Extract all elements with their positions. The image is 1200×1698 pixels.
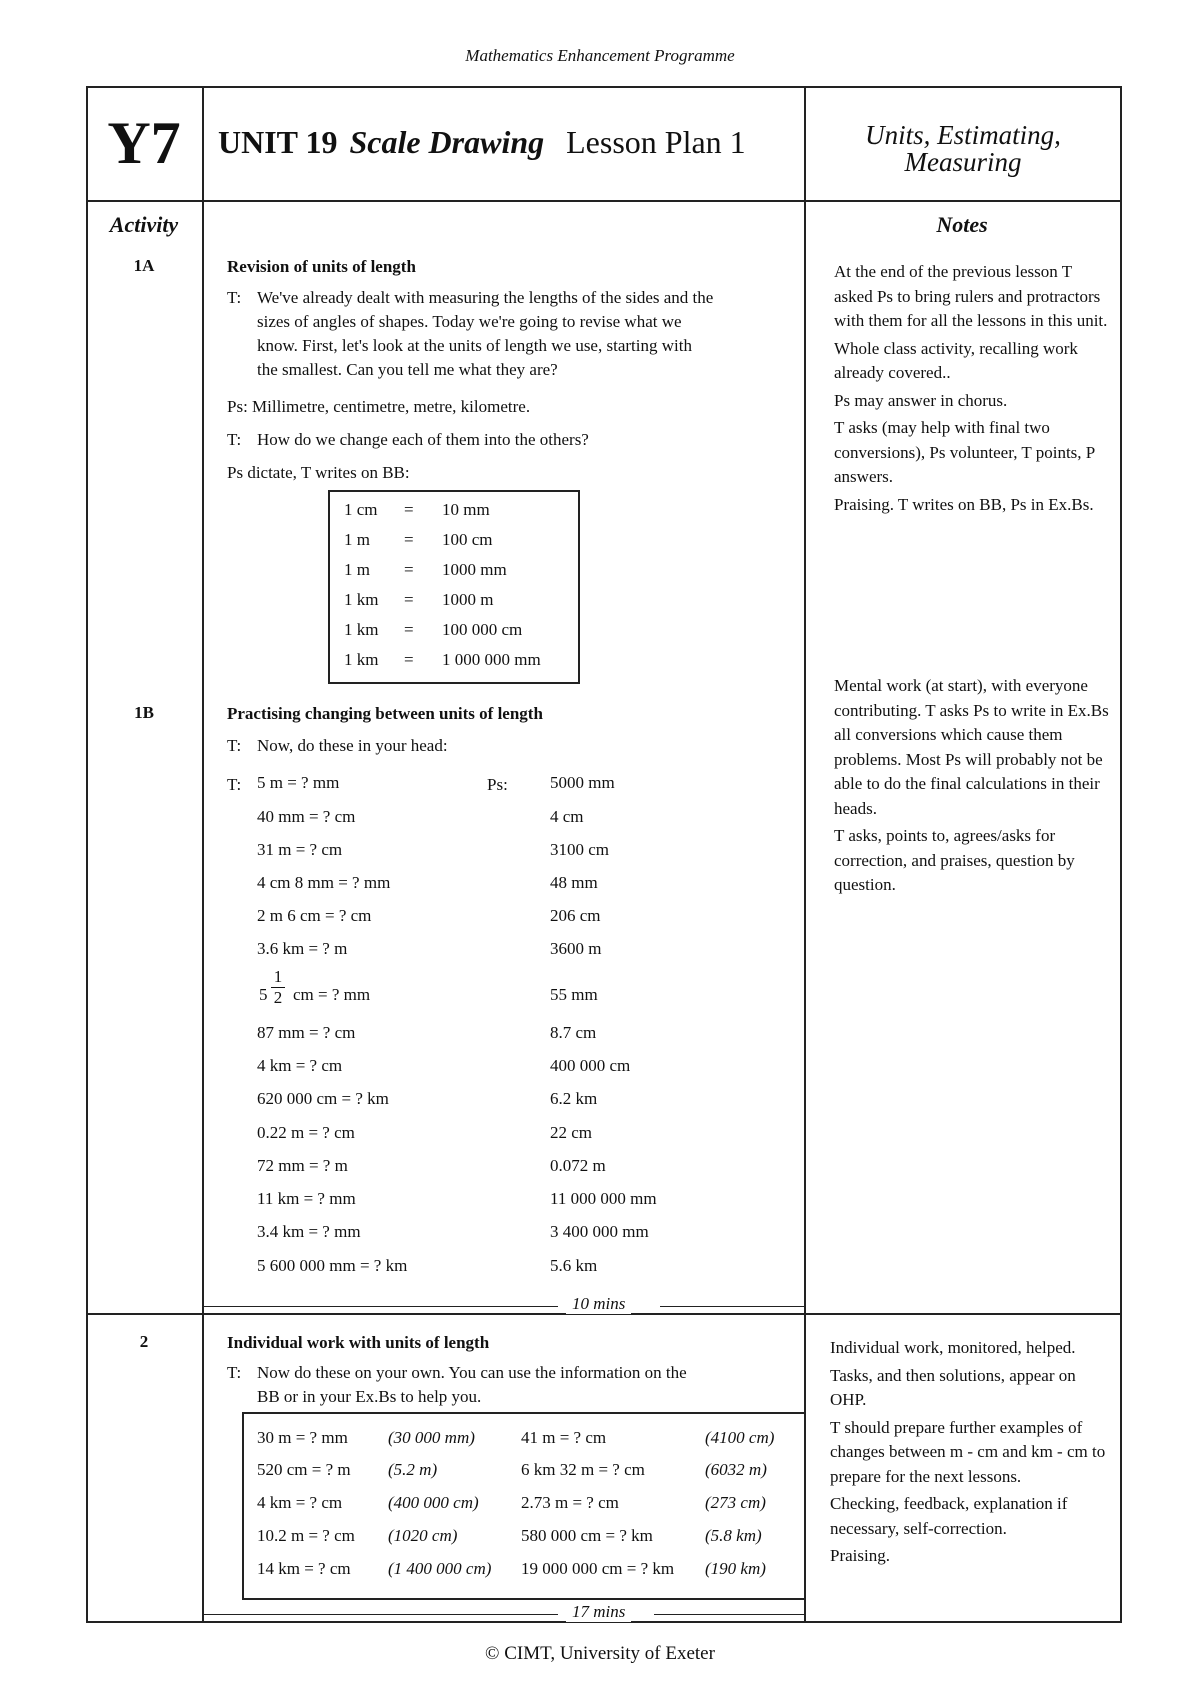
note-paragraph: Whole class activity, recalling work already covered.. [834, 338, 1078, 382]
activity-2-heading: Individual work with units of length [227, 1333, 490, 1352]
copyright-footer: © CIMT, University of Exeter [485, 1643, 715, 1664]
teacher-speech-2 [257, 1361, 802, 1409]
time-label-1b: 10 mins [566, 1294, 631, 1314]
fraction-denominator: 2 [273, 988, 283, 1007]
table-top-border [86, 86, 1122, 88]
speech-line: We've already dealt with measuring the lengths of the sides and the [257, 288, 714, 307]
pupils-label: Ps: [487, 775, 508, 794]
speech-line: Now do these on your own. You can use the information on the [257, 1363, 687, 1382]
note-paragraph: T asks (may help with final two conversions), Ps volunteer, T points, P answers. [834, 418, 1095, 486]
note-paragraph: Praising. [830, 1546, 890, 1565]
year-label: Y7 [107, 110, 181, 176]
activity-2-number: 2 [139, 1332, 149, 1351]
note-paragraph: Praising. T writes on BB, Ps in Ex.Bs. [834, 494, 1094, 514]
activity-1b-number: 1B [134, 703, 154, 722]
notes-2 [830, 1336, 1116, 1572]
teacher-question: How do we change each of them into the others? [257, 430, 589, 449]
note-paragraph: Tasks, and then solutions, appear on OHP. [830, 1365, 1076, 1409]
teacher-label: T: [227, 1363, 242, 1382]
activity-column-divider [202, 86, 204, 1623]
unit-title [218, 124, 746, 161]
notes-1b [834, 674, 1116, 901]
time-rule [654, 1614, 804, 1615]
mixed-number-whole: 5 [259, 985, 268, 1004]
activity-column-heading: Activity [109, 212, 179, 237]
speech-line: know. First, let's look at the units of length we use, starting with [257, 336, 692, 355]
unit-number: UNIT 19 [218, 124, 338, 160]
teacher-label: T: [227, 288, 242, 307]
table-left-border [86, 86, 88, 1623]
teacher-label: T: [227, 775, 242, 794]
programme-header: Mathematics Enhancement Programme [465, 46, 735, 65]
notes-column-heading: Notes [936, 212, 988, 237]
speech-line: sizes of angles of shapes. Today we're going to revise what we [257, 312, 682, 331]
activity-1b-heading: Practising changing between units of length [227, 704, 543, 723]
note-paragraph: Ps may answer in chorus. [834, 390, 1008, 410]
teacher-label: T: [227, 430, 242, 449]
time-rule [202, 1306, 558, 1307]
note-paragraph: Mental work (at start), with everyone contributing. T asks Ps to write in Ex.Bs all conversions which cause them problems. Most Ps will probably not be able to do the final calculations in their heads. [834, 676, 1109, 818]
table-right-border [1120, 86, 1122, 1623]
note-paragraph: At the end of the previous lesson T asked Ps to bring rulers and protractors with them for all the lessons in this unit. [834, 262, 1108, 330]
topic-line-1: Units, Estimating, [865, 120, 1061, 150]
topic-title [804, 122, 1122, 176]
time-rule [660, 1306, 804, 1307]
teacher-label: T: [227, 736, 242, 755]
activity-1a-heading: Revision of units of length [227, 257, 416, 276]
note-paragraph: Checking, feedback, explanation if necessary, self-correction. [830, 1494, 1068, 1538]
note-paragraph: Individual work, monitored, helped. [830, 1338, 1076, 1357]
fraction [270, 969, 286, 1006]
fraction-numerator: 1 [273, 967, 283, 986]
time-label-2: 17 mins [566, 1602, 631, 1622]
pupils-answer: Ps: Millimetre, centimetre, metre, kilometre. [227, 397, 531, 416]
speech-line: BB or in your Ex.Bs to help you. [257, 1387, 482, 1406]
speech-line: the smallest. Can you tell me what they are? [257, 360, 558, 379]
notes-column-divider [804, 86, 806, 1623]
teacher-intro-1b: Now, do these in your head: [257, 736, 448, 755]
dictate-instruction: Ps dictate, T writes on BB: [227, 463, 410, 482]
unit-name: Scale Drawing [349, 124, 545, 160]
lesson-plan-label: Lesson Plan 1 [566, 124, 746, 160]
activity-1a-number: 1A [133, 256, 155, 275]
topic-line-2: Measuring [904, 147, 1022, 177]
note-paragraph: T should prepare further examples of changes between m - cm and km - cm to prepare for the next lessons. [830, 1417, 1106, 1486]
teacher-speech-1a [257, 286, 802, 382]
note-paragraph: T asks, points to, agrees/asks for correction, and praises, question by question. [834, 826, 1075, 894]
title-row-divider [86, 200, 1122, 202]
notes-1a [834, 260, 1112, 520]
time-rule [202, 1614, 558, 1615]
